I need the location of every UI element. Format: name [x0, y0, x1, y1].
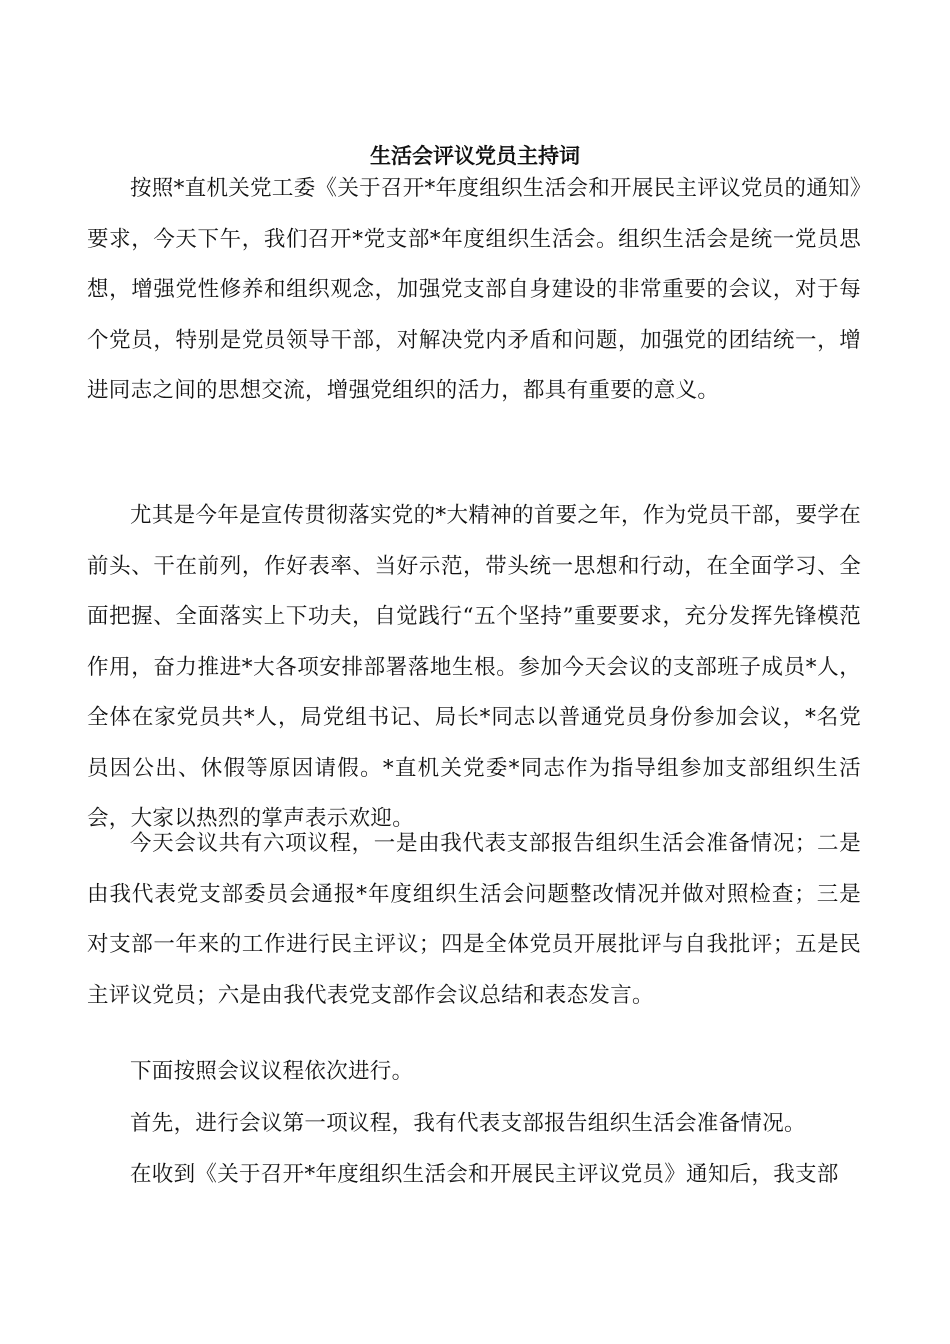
paragraph-preparation: 在收到《关于召开*年度组织生活会和开展民主评议党员》通知后，我支部	[130, 1162, 839, 1187]
paragraph-first-item: 首先，进行会议第一项议程，我有代表支部报告组织生活会准备情况。	[130, 1111, 806, 1136]
document-title: 生活会评议党员主持词	[370, 143, 580, 168]
paragraph-opening: 按照*直机关党工委《关于召开*年度组织生活会和开展民主评议党员的通知》要求，今天下午，我们召开*党支部*年度组织生活会。组织生活会是统一党员思想，增强党性修养和组织观念，加强党支部自身建设的非常重要的会议，对于每个党员，特别是党员领导干部，对解决党内矛盾和问题，加强党的团结统一，增进同志之间的思想交流，增强党组织的活力，都具有重要的意义。	[87, 176, 861, 403]
paragraph-proceed: 下面按照会议议程依次进行。	[130, 1059, 414, 1084]
paragraph-attendance: 尤其是今年是宣传贯彻落实党的*大精神的首要之年，作为党员干部，要学在前头、干在前列，作好表率、当好示范，带头统一思想和行动，在全面学习、全面把握、全面落实上下功夫，自觉践行“五个坚持”重要要求，充分发挥先锋模范作用，奋力推进*大各项安排部署落地生根。参加今天会议的支部班子成员*人，全体在家党员共*人，局党组书记、局长*同志以普通党员身份参加会议，*名党员因公出、休假等原因请假。*直机关党委*同志作为指导组参加支部组织生活会，大家以热烈的掌声表示欢迎。	[87, 503, 861, 831]
paragraph-agenda: 今天会议共有六项议程，一是由我代表支部报告组织生活会准备情况；二是由我代表党支部委员会通报*年度组织生活会问题整改情况并做对照检查；三是对支部一年来的工作进行民主评议；四是全体党员开展批评与自我批评；五是民主评议党员；六是由我代表党支部作会议总结和表态发言。	[87, 831, 861, 1008]
